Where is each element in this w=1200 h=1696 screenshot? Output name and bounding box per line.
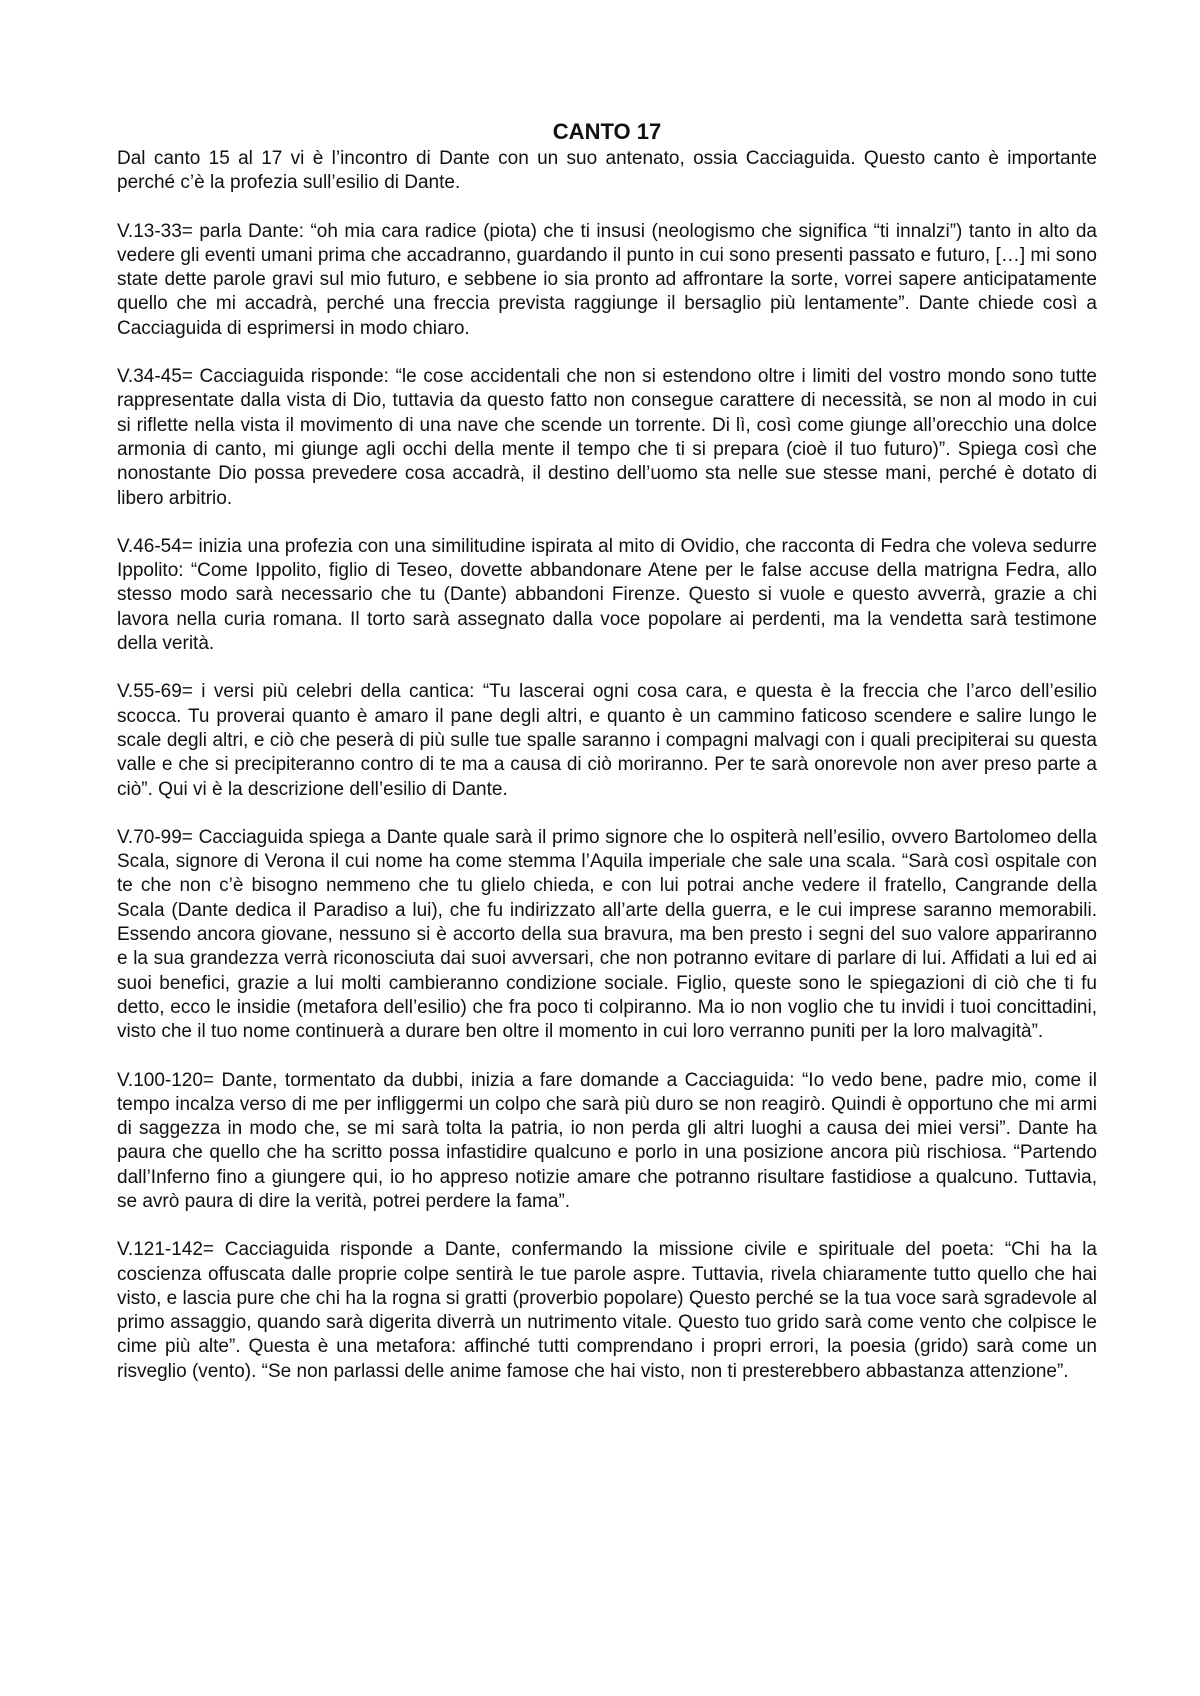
paragraph-v55-69: V.55-69= i versi più celebri della cantica: “Tu lascerai ogni cosa cara, e questa è la freccia che l’arco dell’esilio scocca. Tu proverai quanto è amaro il pane degli altri, e quanto è un cammino faticoso scendere e salire lungo le scale degli altri, e ciò che peserà di più sulle tue spalle saranno i compagni malvagi con i quali precipiterai su questa valle e che si precipiteranno contro di te ma a causa di ciò moriranno. Per te sarà onorevole non aver preso parte a ciò”. Qui vi è la descrizione dell’esilio di Dante.: [117, 681, 1097, 800]
paragraph-v34-45: V.34-45= Cacciaguida risponde: “le cose accidentali che non si estendono oltre i limiti del vostro mondo sono tutte rappresentate dalla vista di Dio, tuttavia da questo fatto non consegue carattere di necessità, se non al modo in cui si riflette nella vista il movimento di una nave che scende un torrente. Di lì, così come giunge all’orecchio una dolce armonia di canto, mi giunge agli occhi della mente il tempo che ti si prepara (cioè il tuo futuro)”. Spiega così che nonostante Dio possa prevedere cosa accadrà, il destino dell’uomo sta nelle sue stesse mani, perché è dotato di libero arbitrio.: [117, 366, 1097, 509]
paragraph-v46-54: V.46-54= inizia una profezia con una similitudine ispirata al mito di Ovidio, che racconta di Fedra che voleva sedurre Ippolito: “Come Ippolito, figlio di Teseo, dovette abbandonare Atene per le false accuse della matrigna Fedra, allo stesso modo sarà necessario che tu (Dante) abbandoni Firenze. Questo si vuole e questo avverrà, grazie a chi lavora nella curia romana. Il torto sarà assegnato dalla voce popolare ai perdenti, ma la vendetta sarà testimone della verità.: [117, 535, 1097, 655]
paragraph-intro: Dal canto 15 al 17 vi è l’incontro di Dante con un suo antenato, ossia Cacciaguida. Questo canto è importante perché c’è la profezia sull’esilio di Dante.: [117, 148, 1097, 194]
paragraph-v121-142: V.121-142= Cacciaguida risponde a Dante, confermando la missione civile e spirituale del poeta: “Chi ha la coscienza offuscata dalle proprie colpe sentirà le tue parole aspre. Tuttavia, rivela chiaramente tutto quello che hai visto, e lascia pure che chi ha la rogna si gratti (proverbio popolare) Questo perché se la tua voce sarà sgradevole al primo assaggio, quando sarà digerita diverrà un nutrimento vitale. Questo tuo grido sarà come vento che colpisce le cime più alte”. Questa è una metafora: affinché tutti comprendano i propri errori, la poesia (grido) sarà come un risveglio (vento). “Se non parlassi delle anime famose che hai visto, non ti presterebbero abbastanza attenzione”.: [117, 1239, 1097, 1382]
paragraph-v13-33: V.13-33= parla Dante: “oh mia cara radice (piota) che ti insusi (neologismo che significa “ti innalzi”) tanto in alto da vedere gli eventi umani prima che accadranno, guardando il punto in cui sono presenti passato e futuro, […] mi sono state dette parole gravi sul mio futuro, e sebbene io sia pronto ad affrontare la sorte, vorrei sapere anticipatamente quello che mi accadrà, perché una freccia prevista raggiunge il bersaglio più lentamente”. Dante chiede così a Cacciaguida di esprimersi in modo chiaro.: [117, 220, 1097, 339]
document-page: [117, 118, 1097, 1408]
page-title: CANTO 17: [552, 119, 662, 144]
paragraph-v70-99: V.70-99= Cacciaguida spiega a Dante quale sarà il primo signore che lo ospiterà nell’esilio, ovvero Bartolomeo della Scala, signore di Verona il cui nome ha come stemma l’Aquila imperiale che sale una scala. “Sarà così ospitale con te che non c’è bisogno nemmeno che tu glielo chieda, e con lui potrai anche vedere il fratello, Cangrande della Scala (Dante dedica il Paradiso a lui), che fu indirizzato all’arte della guerra, e le cui imprese saranno memorabili. Essendo ancora giovane, nessuno si è accorto della sua bravura, ma ben presto i segni del suo valore appariranno e la sua grandezza verrà riconosciuta dai suoi avversari, che non potranno evitare di parlare di lui. Affidati a lui ed ai suoi benefici, grazie a lui molti cambieranno condizione sociale. Figlio, queste sono le spiegazioni di ciò che ti fu detto, ecco le insidie (metafora dell’esilio) che fra poco ti colpiranno. Ma io non voglio che tu invidi i tuoi concittadini, visto che il tuo nome continuerà a durare ben oltre il momento in cui loro verranno puniti per la loro malvagità”.: [117, 826, 1097, 1043]
paragraph-v100-120: V.100-120= Dante, tormentato da dubbi, inizia a fare domande a Cacciaguida: “Io vedo bene, padre mio, come il tempo incalza verso di me per infliggermi un colpo che sarà più duro se non reagirò. Quindi è opportuno che mi armi di saggezza in modo che, se mi sarà tolta la patria, io non perda gli altri luoghi a causa dei miei versi”. Dante ha paura che quello che ha scritto possa infastidire qualcuno e porlo in una posizione ancora più rischiosa. “Partendo dall’Inferno fino a giungere qui, io ho appreso notizie amare che potranno risultare fastidiose a qualcuno. Tuttavia, se avrò paura di dire la verità, potrei perdere la fama”.: [117, 1069, 1097, 1212]
